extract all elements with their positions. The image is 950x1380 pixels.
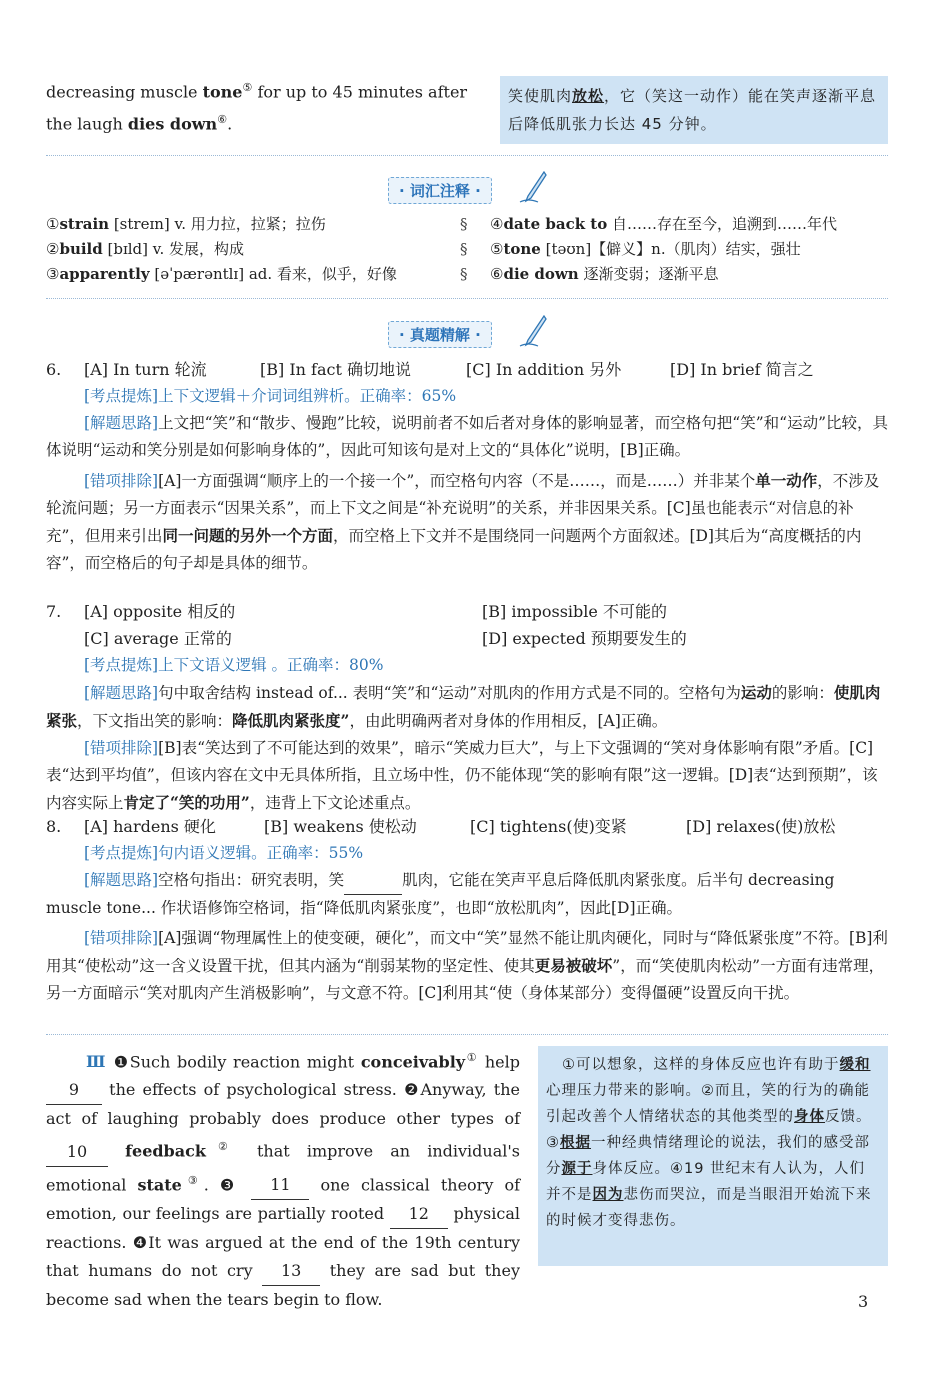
vocab-left bbox=[46, 212, 456, 287]
q6-options: 6. [A] In turn 轮流 [B] In fact 确切地说 [C] In addition 另外 [D] In brief 简言之 bbox=[46, 360, 814, 379]
blank-12[interactable]: 12 bbox=[390, 1200, 448, 1229]
q7-options: 7. [A] opposite 相反的 [B] impossible 不可能的 [C] average 正常的 [D] expected 预期要发生的 bbox=[46, 602, 687, 648]
section3-chinese-box: ①可以想象，这样的身体反应也许有助于缓和心理压力带来的影响。②而且，笑的行为的确能引起改善个人情绪状态的其他类型的身体反馈。③根据一种经典情绪理论的说法，我们的感受部分源于身体反应。④19 世纪末有人认为，人们并不是因为悲伤而哭泣，而是当眼泪开始流下来的时候才变得悲伤。 bbox=[538, 1046, 888, 1266]
q6-analysis: [考点提炼]上下文逻辑＋介词词组辨析。正确率：65% [解题思路]上文把“笑”和“散步、慢跑”比较，说明前者不如后者对身体的影响显著，而空格句把“笑”和“运动”比较，具体说明“运动和笑分别是如何影响身体的”，因此可知该句是对上文的“具体化”说明，[B]正确。 [错项排除][A]一方面强调“顺序上的一个接一个”，而空格句内容（不是……，而是……）并非某个单一动作，不涉及轮流问题；另一方面表示“因果关系”，而上下文之间是“补充说明”的关系，并非因果关系。[C]虽也能表示“对信息的补充”，但用来引出同一问题的另外一个方面，而空格上下文并不是围绕同一问题两个方面叙述。[D]其后为“高度概括的内容”，而空格后的句子却是具体的细节。 bbox=[46, 387, 889, 572]
vocab-right bbox=[490, 212, 890, 287]
vocab-item: ②build [bɪld] v. 发展，构成 bbox=[46, 240, 245, 258]
divider-1 bbox=[46, 155, 888, 156]
analysis-title: · 真题精解 · bbox=[388, 321, 492, 348]
q7-analysis: [考点提炼]上下文语义逻辑 。正确率：80% [解题思路]句中取舍结构 instead of... 表明“笑”和“运动”对肌肉的作用方式是不同的。空格句为运动的影响：使肌肉紧张，下文指出笑的影响：降低肌肉紧张度”，由此明确两者对身体的作用相反，[A]正确。 [错项排除][B]表“笑达到了不可能达到的效果”，暗示“笑威力巨大”，与上下文强调的“笑对身体影响有限”矛盾。[C]表“达到平均值”，但该内容在文中无具体所指，且立场中性，仍不能体现“笑的影响有限”这一逻辑。[D]表“达到预期”，该内容实际上肯定了“笑的功用”，违背上下文论述重点。 bbox=[46, 656, 881, 812]
vocab-title: · 词汇注释 · bbox=[388, 177, 492, 204]
q8-analysis: [考点提炼]句内语义逻辑。正确率：55% [解题思路]空格句指出：研究表明，笑 肌肉，它能在笑声平息后降低肌肉紧张度。后半句 decreasing muscle tone... 作状语修饰空格词，指“降低肌肉紧张度”，也即“放松肌肉”，因此[D]正确。 [错项排除][A]强调“物理属性上的使变硬，硬化”，而文中“笑”显然不能让肌肉硬化，同时与“降低紧张度”不符。[B]利用其“使松动”这一含义设置干扰，但其内涵为“削弱某物的坚定性、使其更易被破坏”，而“笑使肌肉松动”一方面有违常理，另一方面暗示“笑对肌肉产生消极影响”，与文意不符。[C]利用其“使（身体某部分）变得僵硬”设置反向干扰。 bbox=[46, 844, 888, 1002]
vocab-item: ⑤tone [təʊn]【僻义】n.（肌肉）结实，强壮 bbox=[490, 240, 801, 258]
answer-blank bbox=[344, 867, 402, 895]
blank-11[interactable]: 11 bbox=[251, 1171, 309, 1200]
blank-13[interactable]: 13 bbox=[262, 1257, 320, 1286]
pen-icon bbox=[518, 314, 548, 348]
section3-english: Ⅲ ❶Such bodily reaction might conceivably① help 9 the effects of psychological stress. ❷Anyway, the act of laughing probably does produce other types of 10 feedback② that improve an individual's emotional state③. ❸ 11 one classical theory of emotion, our feelings are partially rooted 12 physical reactions. ❹It was argued at the end of the 19th century that humans do not cry 13 they are sad but they become sad when the tears begin to flow. bbox=[46, 1051, 521, 1309]
blank-10[interactable]: 10 bbox=[46, 1138, 108, 1167]
pen-icon bbox=[518, 170, 548, 204]
vocab-item: ③apparently [əˈpærəntlɪ] ad. 看来，似乎，好像 bbox=[46, 265, 397, 283]
vocab-item: ④date back to 自……存在至今，追溯到……年代 bbox=[490, 215, 838, 233]
vocab-item: ⑥die down 逐渐变弱；逐渐平息 bbox=[490, 265, 719, 283]
divider-2 bbox=[46, 298, 888, 299]
top-english: decreasing muscle tone⑤ for up to 45 minutes after the laugh dies down⑥. bbox=[46, 81, 468, 134]
blank-9[interactable]: 9 bbox=[46, 1076, 102, 1105]
top-chinese-box: 笑使肌肉放松，它（笑这一动作）能在笑声逐渐平息后降低肌张力长达 45 分钟。 bbox=[500, 76, 888, 144]
q8-options: 8. [A] hardens 硬化 [B] weakens 使松动 [C] tightens(使)变紧 [D] relaxes(使)放松 bbox=[46, 817, 836, 836]
vocab-squiggle: § § § bbox=[460, 215, 468, 283]
page-number: 3 bbox=[858, 1292, 869, 1311]
divider-3 bbox=[46, 1034, 888, 1035]
vocab-item: ①strain [streɪn] v. 用力拉，拉紧；拉伤 bbox=[46, 215, 326, 233]
